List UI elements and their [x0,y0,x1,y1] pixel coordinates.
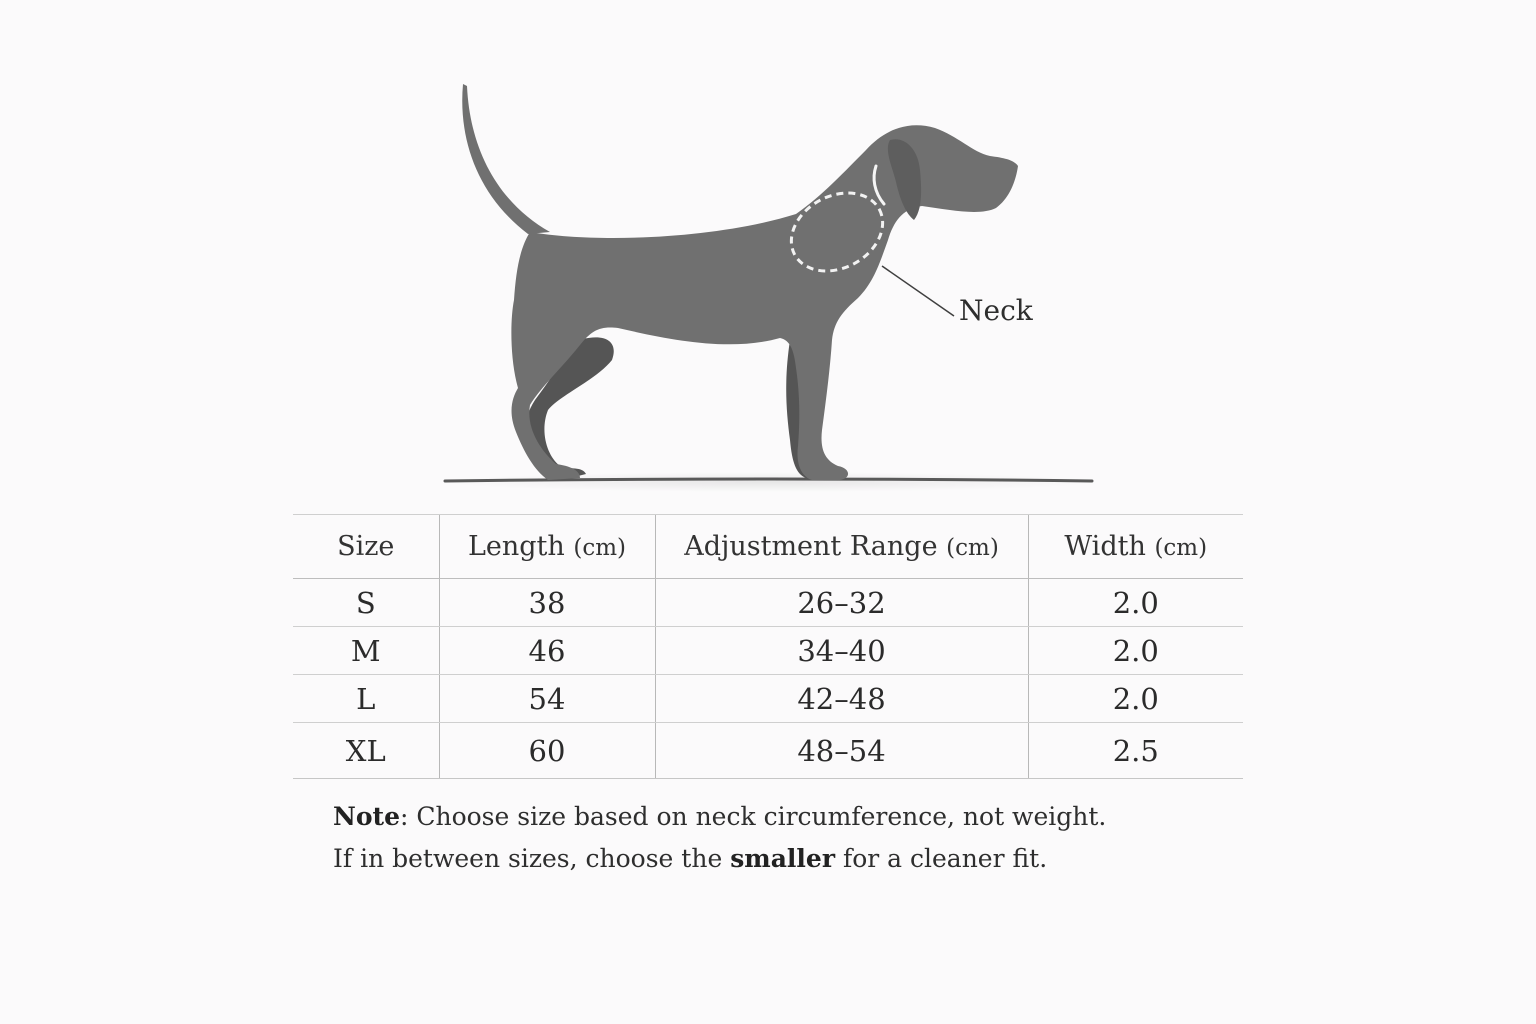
cell-width: 2.0 [1028,579,1243,627]
cell-length: 60 [439,723,655,779]
cell-adjustment-range: 26–32 [655,579,1028,627]
cell-length: 46 [439,627,655,675]
header-width-unit: (cm) [1154,535,1208,561]
tip-before: If in between sizes, choose the [333,844,731,873]
header-adjustment-range [655,515,1028,579]
header-adjustment-unit: (cm) [946,535,999,561]
size-chart-table [293,514,1243,779]
tip-line [333,840,1106,882]
tip-emphasis: smaller [730,844,835,873]
dog-illustration [0,0,1536,500]
table-row [293,579,1243,627]
header-adjustment-label: Adjustment Range [684,531,938,562]
table-row [293,723,1243,779]
note-label: Note [333,802,400,831]
cell-size: S [293,579,439,627]
cell-size: M [293,627,439,675]
cell-length: 38 [439,579,655,627]
note-line [333,798,1106,840]
cell-width: 2.5 [1028,723,1243,779]
tail [462,84,550,234]
header-size-label: Size [337,531,395,562]
far-legs [525,337,830,478]
cell-width: 2.0 [1028,675,1243,723]
neck-leader-line [882,266,954,316]
header-length [439,515,655,579]
note-text: : Choose size based on neck circumference, not weight. [399,802,1107,831]
neck-label: Neck [959,294,1033,327]
table-row [293,675,1243,723]
cell-adjustment-range: 42–48 [655,675,1028,723]
cell-length: 54 [439,675,655,723]
cell-adjustment-range: 48–54 [655,723,1028,779]
dog-body [511,125,1018,480]
cell-size: L [293,675,439,723]
dog-silhouette [462,84,1018,480]
tip-after: for a cleaner fit. [835,844,1048,873]
cell-width: 2.0 [1028,627,1243,675]
cell-adjustment-range: 34–40 [655,627,1028,675]
header-size [293,515,439,579]
table-row [293,627,1243,675]
ground-shadow [440,472,1100,492]
table-header-row [293,515,1243,579]
header-length-unit: (cm) [573,535,627,561]
cell-size: XL [293,723,439,779]
header-width [1028,515,1243,579]
header-width-label: Width [1064,531,1146,562]
sizing-notes [333,798,1106,882]
header-length-label: Length [467,531,565,562]
